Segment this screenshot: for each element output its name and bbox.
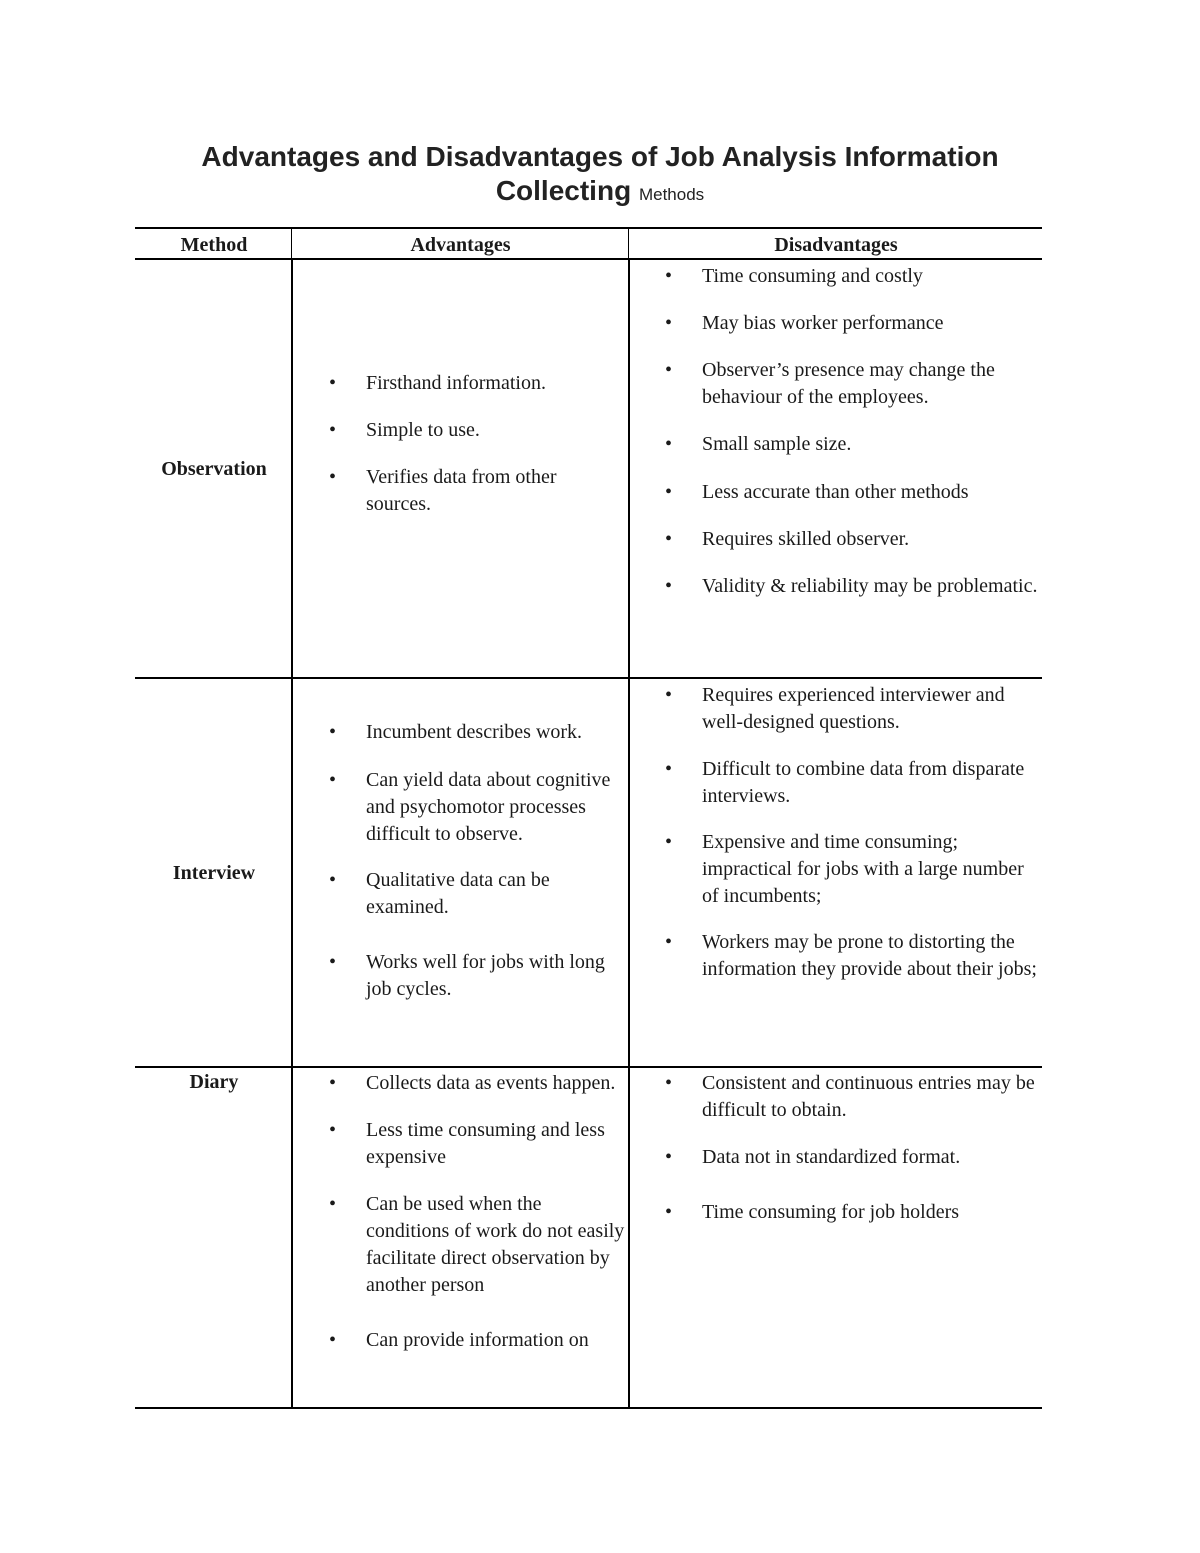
diary-disadvantages-list: [665, 1070, 1040, 1226]
list-item: • Requires skilled observer.: [665, 526, 1040, 553]
list-item: • Less time consuming and less expensive: [329, 1117, 625, 1171]
list-item: • Simple to use.: [329, 417, 625, 444]
title-line-1: Advantages and Disadvantages of Job Analysis Information: [201, 141, 999, 172]
list-item: • Firsthand information.: [329, 370, 625, 397]
interview-advantages-list: [329, 719, 625, 1003]
list-item: • Can be used when the conditions of work do not easily facilitate direct observation by another person: [329, 1191, 625, 1299]
list-item: • Works well for jobs with long job cycles.: [329, 949, 625, 1003]
list-item: • Incumbent describes work.: [329, 719, 625, 746]
list-item: • May bias worker performance: [665, 310, 1040, 337]
list-item: • Verifies data from other sources.: [329, 464, 625, 518]
list-item: • Less accurate than other methods: [665, 479, 1040, 506]
method-diary: Diary: [189, 1071, 239, 1093]
header-disadvantages: Disadvantages: [774, 234, 898, 256]
diary-advantages-list: [329, 1070, 625, 1354]
method-interview: Interview: [172, 862, 256, 884]
list-item: • Qualitative data can be examined.: [329, 867, 625, 921]
list-item: • Observer’s presence may change the behaviour of the employees.: [665, 357, 1040, 411]
list-item: • Difficult to combine data from disparate interviews.: [665, 756, 1040, 810]
title-line-2-main: Collecting: [495, 175, 632, 206]
list-item: • Time consuming for job holders: [665, 1199, 1040, 1226]
observation-disadvantages-list: [665, 263, 1040, 600]
interview-disadvantages-list: [665, 682, 1040, 983]
list-item: • Expensive and time consuming; impractical for jobs with a large number of incumbents;: [665, 829, 1040, 910]
list-item: • Small sample size.: [665, 431, 1040, 458]
list-item: • Collects data as events happen.: [329, 1070, 625, 1097]
row-divider: [135, 677, 1042, 679]
table-top-border: [135, 227, 1042, 229]
table-bottom-border: [135, 1407, 1042, 1409]
header-column-divider: [628, 227, 629, 259]
list-item: • Can provide information on: [329, 1327, 625, 1354]
column-divider: [291, 259, 293, 1409]
title-line-2-small: Methods: [638, 185, 705, 204]
list-item: • Can yield data about cognitive and psychomotor processes difficult to observe.: [329, 767, 625, 848]
list-item: • Data not in standardized format.: [665, 1144, 1040, 1171]
list-item: • Validity & reliability may be problematic.: [665, 573, 1040, 600]
list-item: • Consistent and continuous entries may be difficult to obtain.: [665, 1070, 1040, 1124]
list-item: • Time consuming and costly: [665, 263, 1040, 290]
row-divider: [135, 1066, 1042, 1068]
header-column-divider: [291, 227, 292, 259]
observation-advantages-list: [329, 370, 625, 518]
header-advantages: Advantages: [410, 234, 511, 256]
header-bottom-border: [135, 258, 1042, 260]
method-observation: Observation: [161, 458, 267, 480]
list-item: • Requires experienced interviewer and well-designed questions.: [665, 682, 1040, 736]
column-divider: [628, 259, 630, 1409]
header-method: Method: [180, 234, 248, 256]
list-item: • Workers may be prone to distorting the information they provide about their jobs;: [665, 929, 1040, 983]
